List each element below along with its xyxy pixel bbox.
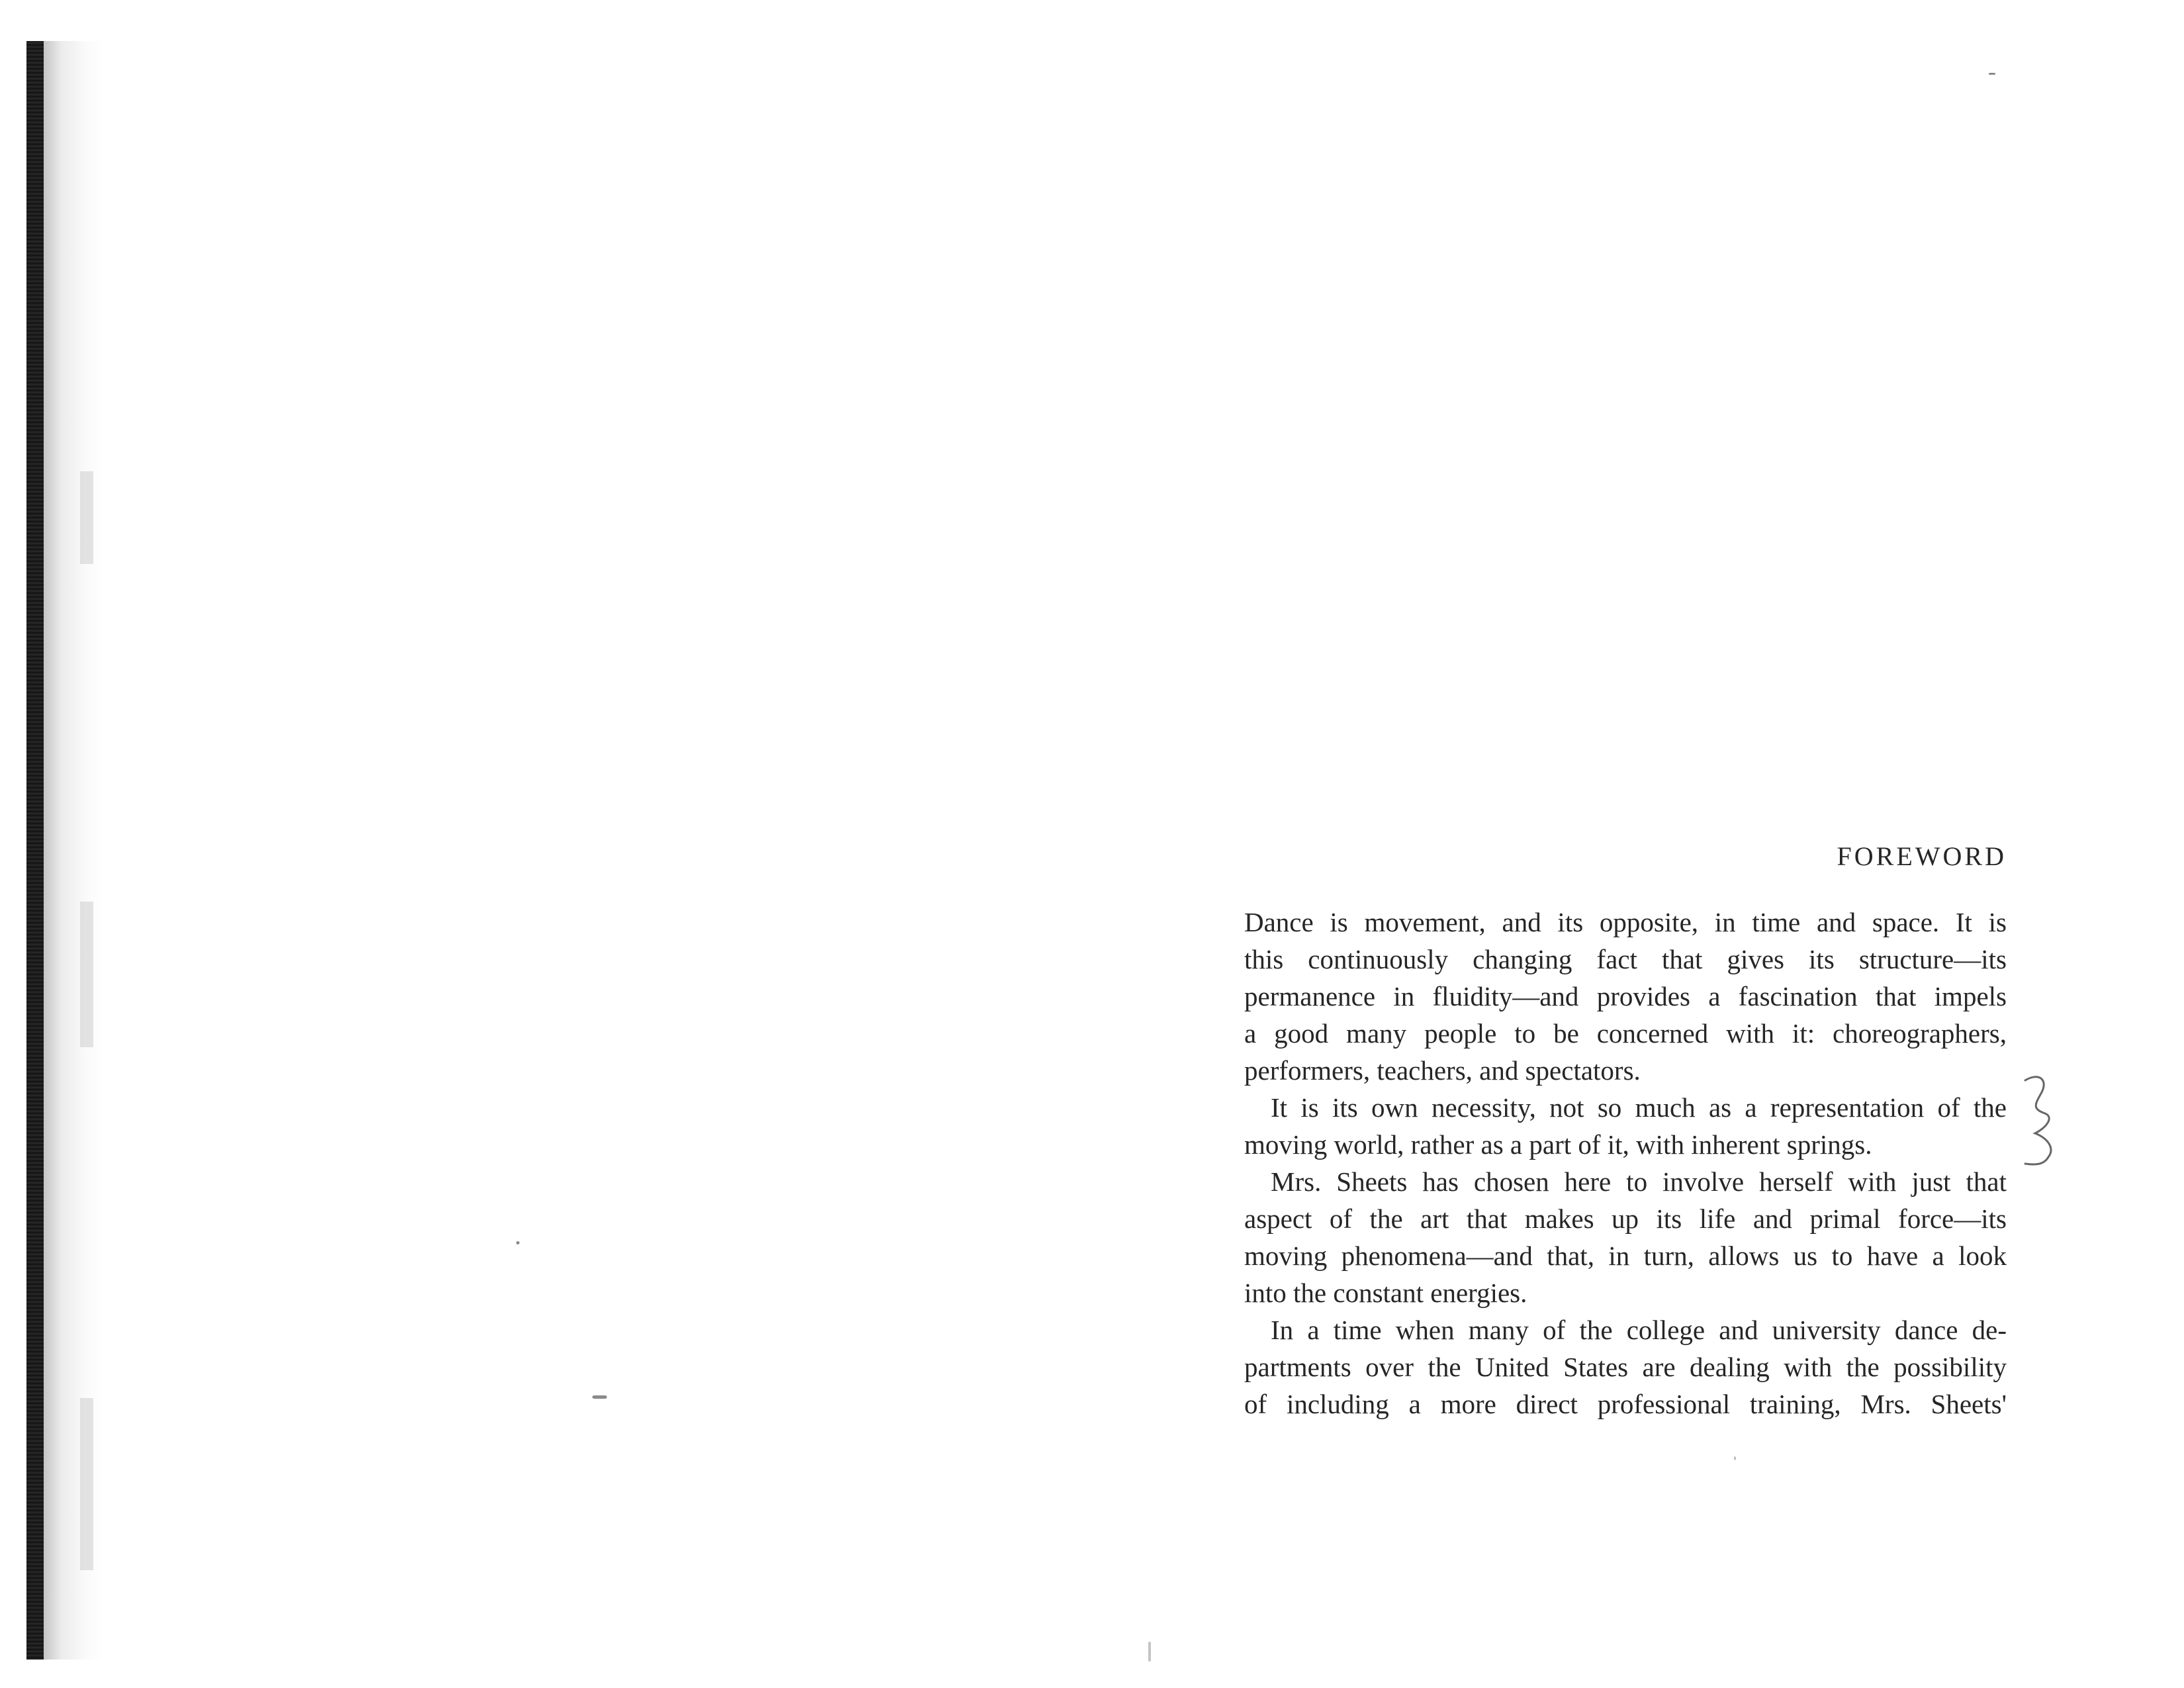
text-line: into the constant energies.	[1244, 1278, 1527, 1308]
text-line: a good many people to be concerned with it: choreographers,	[1244, 1018, 2007, 1049]
scan-speck	[592, 1395, 607, 1399]
text-line: performers, teachers, and spectators.	[1244, 1055, 1641, 1086]
text-line: permanence in fluidity—and provides a fascination that impels	[1244, 981, 2007, 1011]
text-line: partments over the United States are dealing with the possibility	[1244, 1352, 2007, 1382]
text-line: In a time when many of the college and university dance de-	[1271, 1315, 2007, 1345]
scan-speck	[1989, 73, 1995, 75]
scan-speck	[1148, 1642, 1151, 1662]
page-title: FOREWORD	[1837, 841, 2007, 871]
foreword-page	[1244, 841, 2007, 1423]
text-line: moving phenomena—and that, in turn, allows us to have a look	[1244, 1241, 2007, 1271]
handwritten-margin-mark	[2019, 1072, 2071, 1172]
text-line: Mrs. Sheets has chosen here to involve herself with just that	[1271, 1166, 2007, 1197]
text-line: of including a more direct professional training, Mrs. Sheets'	[1244, 1389, 2007, 1419]
text-line: this continuously changing fact that gives its structure—its	[1244, 944, 2007, 974]
binding-edge	[26, 41, 44, 1660]
scan-speck	[1734, 1456, 1736, 1460]
text-line: It is its own necessity, not so much as a representation of the	[1271, 1092, 2007, 1123]
scan-speck	[516, 1241, 520, 1244]
binding-shadow	[44, 41, 103, 1660]
foreword-body	[1244, 904, 2007, 1423]
text-line: aspect of the art that makes up its life and primal force—its	[1244, 1203, 2007, 1234]
text-line: Dance is movement, and its opposite, in time and space. It is	[1244, 907, 2007, 937]
text-line: moving world, rather as a part of it, with inherent springs.	[1244, 1129, 1872, 1160]
